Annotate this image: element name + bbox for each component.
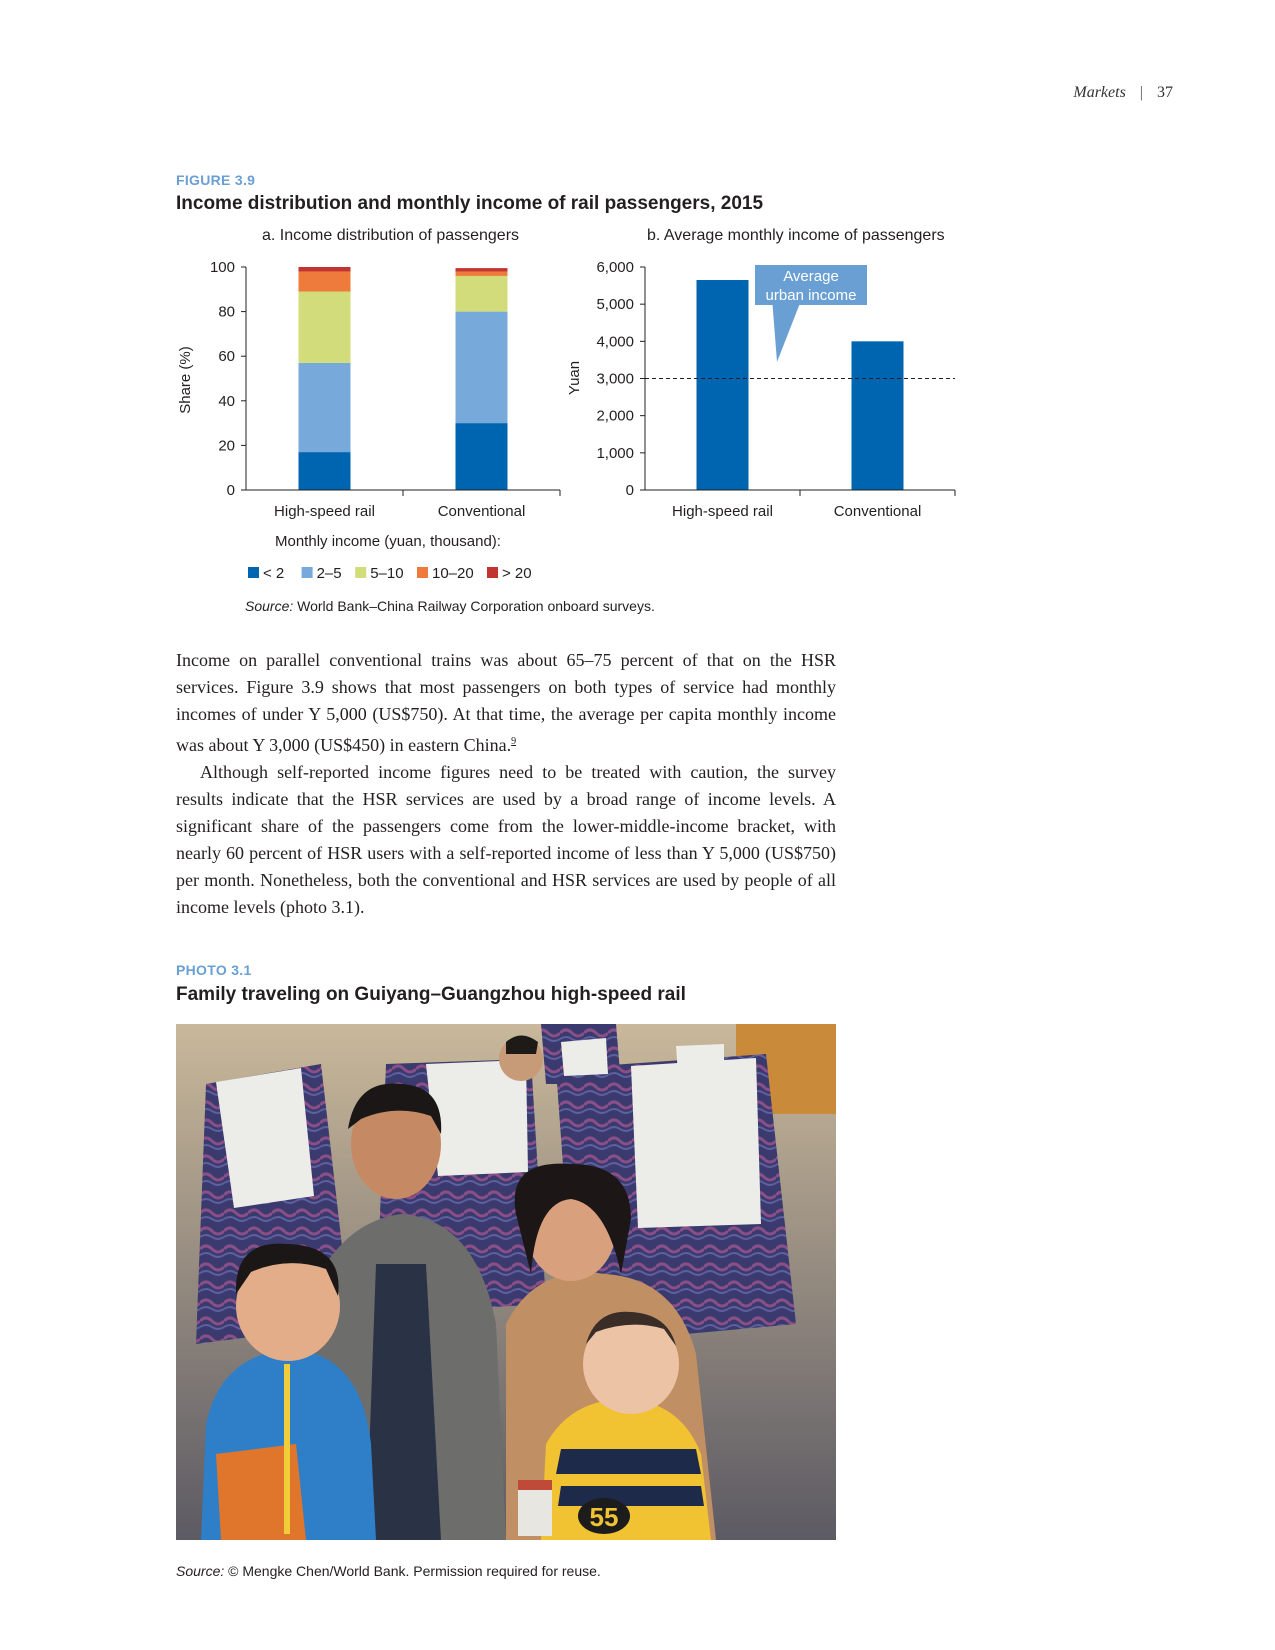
legend-label: > 20 — [502, 565, 532, 582]
legend-label: 2–5 — [316, 565, 342, 582]
figure-title: Income distribution and monthly income of rail passengers, 2015 — [176, 193, 764, 214]
bar — [852, 341, 904, 490]
y-tick-label: 60 — [218, 348, 235, 366]
x-tick-label: High-speed rail — [672, 503, 773, 520]
callout-line-2: urban income — [765, 287, 857, 304]
y-tick-label: 0 — [226, 482, 235, 499]
x-tick-label: Conventional — [437, 503, 526, 520]
legend-swatch — [417, 567, 428, 578]
panel-b-title: b. Average monthly income of passengers — [647, 227, 945, 244]
body-text — [176, 647, 836, 921]
photo-label: PHOTO 3.1 — [176, 962, 252, 978]
bar-segment — [299, 271, 351, 291]
y-tick-label: 4,000 — [596, 333, 634, 351]
y-tick-label: 40 — [218, 392, 235, 410]
bar-segment — [299, 267, 351, 271]
legend-label: 5–10 — [370, 565, 404, 582]
running-head — [1073, 84, 1173, 102]
legend-swatch — [355, 567, 366, 578]
monthly-income-chart — [560, 250, 980, 530]
y-axis-label: Share (%) — [177, 346, 194, 414]
x-tick-label: Conventional — [833, 503, 922, 520]
bar-segment — [456, 271, 508, 275]
header-separator: | — [1139, 84, 1143, 101]
income-distribution-chart — [170, 250, 590, 590]
shirt-number: 55 — [589, 1502, 619, 1532]
section-name: Markets — [1073, 84, 1126, 101]
photo-title: Family traveling on Guiyang–Guangzhou high-speed rail — [176, 984, 686, 1005]
y-axis-label: Yuan — [566, 360, 583, 396]
bar-segment — [299, 452, 351, 490]
legend-swatch — [302, 567, 313, 578]
y-tick-label: 1,000 — [596, 444, 634, 462]
bar-segment — [456, 268, 508, 271]
paragraph-2: Although self-reported income figures need to be treated with caution, the survey results indicate that the HSR services are used by a broad range of income levels. A significant share of the passengers come from the lower-middle-income bracket, with nearly 60 percent of HSR users with a self-reported income of less than Y 5,000 (US$750) per month. Nonetheless, both the conventional and HSR services are used by people of all income levels (photo 3.1). — [176, 762, 836, 917]
bar-segment — [299, 292, 351, 363]
y-tick-label: 20 — [218, 437, 235, 455]
endnote-ref[interactable]: 9 — [511, 736, 517, 747]
bar-segment — [456, 423, 508, 490]
legend-label: < 2 — [263, 565, 285, 582]
panel-a-title: a. Income distribution of passengers — [262, 227, 520, 244]
bar-segment — [456, 312, 508, 424]
bar-segment — [456, 276, 508, 312]
y-tick-label: 80 — [218, 303, 235, 321]
y-tick-label: 2,000 — [596, 407, 634, 425]
photo-source-prefix: Source: — [176, 1563, 225, 1579]
photo-source — [176, 1563, 601, 1579]
average-urban-income-callout — [755, 265, 867, 362]
callout-line-1: Average — [783, 268, 839, 285]
y-tick-label: 0 — [625, 482, 634, 499]
paragraph-1-text: Income on parallel conventional trains was about 65–75 percent of that on the HSR services. Figure 3.9 shows that most passengers on both types of service had monthly incomes of under Y 5,000 (US$750). At that time, the average per capita monthly income was about Y 3,000 (US$450) in eastern China. — [176, 650, 836, 755]
figure-label: FIGURE 3.9 — [176, 172, 256, 188]
x-tick-label: High-speed rail — [274, 503, 375, 520]
family-on-train-photo — [176, 1024, 836, 1540]
bar — [697, 280, 749, 490]
y-tick-label: 6,000 — [596, 259, 634, 276]
paragraph-1 — [176, 647, 836, 759]
y-tick-label: 3,000 — [596, 370, 634, 388]
figure-source — [245, 598, 655, 614]
photo-source-text: © Mengke Chen/World Bank. Permission required for reuse. — [224, 1563, 601, 1579]
bar-segment — [299, 363, 351, 452]
legend-title: Monthly income (yuan, thousand): — [275, 533, 501, 550]
legend-swatch — [487, 567, 498, 578]
legend-label: 10–20 — [432, 565, 474, 582]
y-tick-label: 100 — [209, 259, 235, 276]
y-tick-label: 5,000 — [596, 296, 634, 314]
legend-swatch — [248, 567, 259, 578]
source-text: World Bank–China Railway Corporation onboard surveys. — [293, 598, 655, 614]
page-number: 37 — [1157, 84, 1173, 101]
source-prefix: Source: — [245, 598, 294, 614]
